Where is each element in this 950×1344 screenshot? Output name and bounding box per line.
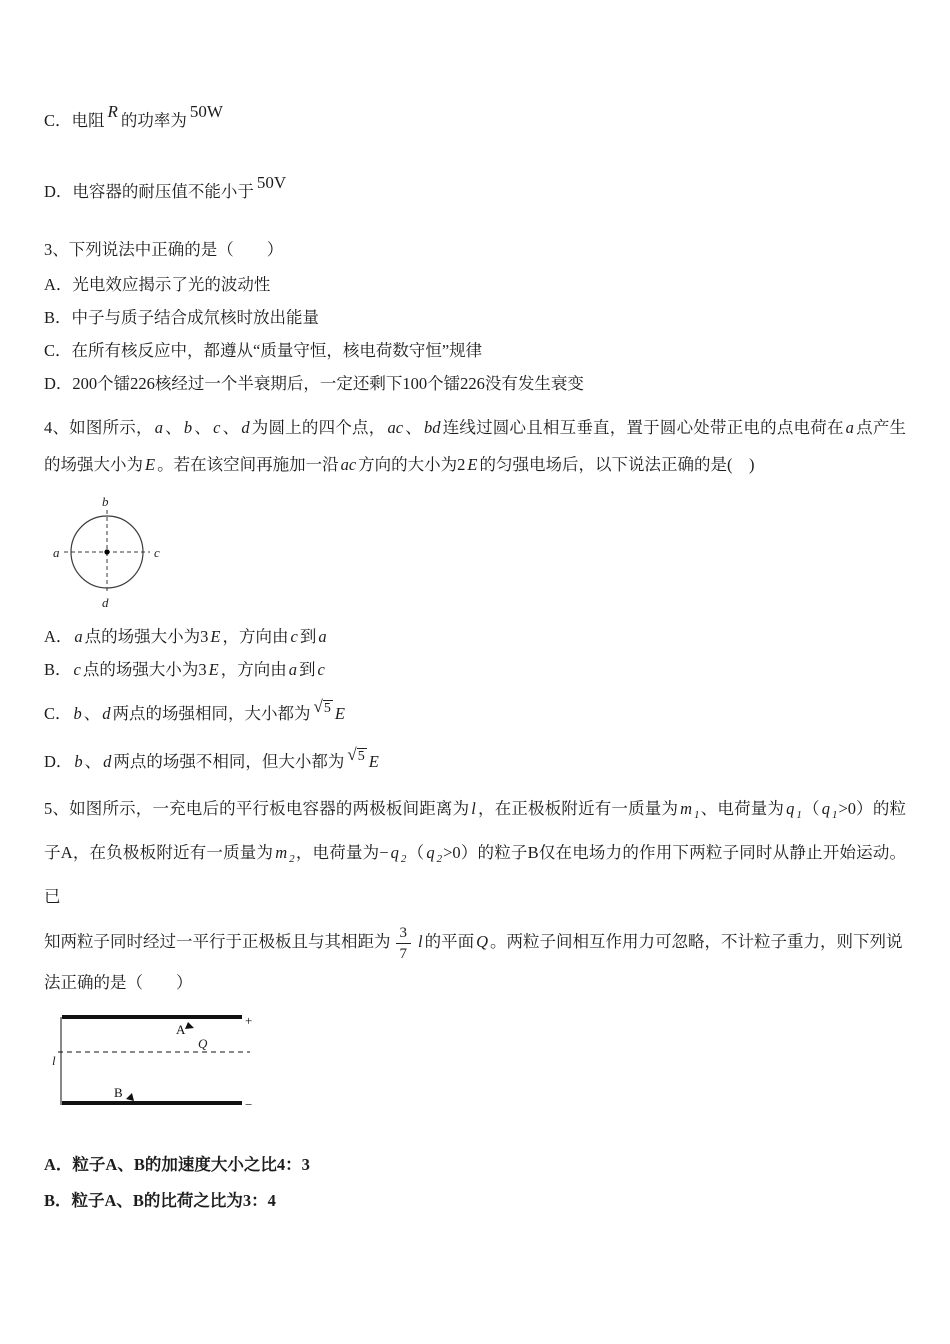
question-3-stem (44, 238, 906, 262)
text-segment: c (213, 418, 221, 437)
text-segment: d (241, 418, 250, 437)
label-point-c: c (154, 545, 160, 560)
label-point-d: d (102, 595, 109, 609)
question-4-option-c (44, 695, 906, 726)
text-segment: A． (44, 627, 73, 646)
text-segment: 、 (405, 418, 422, 437)
text-segment: ，电荷量为− (295, 843, 389, 862)
text-segment: Q (476, 932, 489, 951)
square-root: √5 (313, 697, 331, 716)
question-5-stem-part3 (44, 971, 906, 995)
text-segment: b (73, 704, 82, 723)
text-segment: 点的场强大小为3 (84, 627, 209, 646)
text-segment: D． (44, 752, 73, 771)
particle-a-marker (185, 1022, 194, 1029)
text-segment: 点的场强大小为3 (82, 660, 207, 679)
text-segment: B．粒子A、B的比荷之比为3：4 (44, 1190, 276, 1210)
positive-sign: + (245, 1012, 253, 1028)
text-segment: a (154, 418, 163, 437)
text-segment: 50V (256, 173, 287, 192)
fraction: $\frac{3}{7}$ (396, 924, 412, 963)
question-4-stem (44, 409, 906, 483)
text-segment: （ (802, 799, 820, 818)
text-segment: m (275, 843, 288, 862)
text-segment: c (73, 660, 81, 679)
question-3-option-c (44, 339, 906, 363)
text-segment: d (103, 752, 112, 771)
text-segment: C．电阻 (44, 111, 105, 130)
text-segment: >0）的粒子B仅在电场力的作用下两粒子同时从静止开始运动。已 (44, 843, 907, 906)
label-point-a: a (53, 545, 60, 560)
square-root: √5 (347, 745, 365, 764)
text-segment: q (821, 799, 830, 818)
text-segment: 5、如图所示，一充电后的平行板电容器的两极板间距离为 (44, 799, 470, 818)
text-segment: ，方向由 (222, 627, 289, 646)
particle-b-marker (126, 1093, 134, 1101)
text-segment: 知两粒子同时经过一平行于正极板且与其相距为 (44, 932, 391, 951)
label-gap-l: l (52, 1052, 56, 1068)
text-segment: 。若在该空间再施加一沿 (157, 455, 339, 474)
text-segment: l (418, 932, 423, 951)
text-segment: a (318, 627, 327, 646)
text-segment: C．在所有核反应中，都遵从“质量守恒，核电荷数守恒”规律 (44, 341, 483, 360)
circle-field-diagram (50, 495, 165, 609)
question-5-option-a (44, 1153, 906, 1177)
text-segment: d (102, 704, 111, 723)
text-segment: 到 (299, 627, 317, 646)
text-segment: 、 (84, 752, 102, 771)
text-segment: 3、下列说法中正确的是（ ） (44, 240, 284, 259)
capacitor-diagram (52, 1005, 257, 1123)
text-segment: 的平面 (424, 932, 475, 951)
negative-plate (62, 1101, 242, 1105)
negative-sign: − (245, 1096, 253, 1112)
text-segment: 50W (189, 102, 223, 121)
text-segment: q (426, 843, 435, 862)
text-segment: 为圆上的四个点， (251, 418, 386, 437)
question-5-option-b (44, 1189, 906, 1213)
text-segment: a (845, 418, 854, 437)
text-segment: m (680, 799, 693, 818)
text-segment: 到 (298, 660, 316, 679)
option-2d-capacitor-rating (44, 171, 906, 204)
text-segment: B．中子与质子结合成氘核时放出能量 (44, 308, 320, 327)
text-segment: （ (407, 843, 425, 862)
text-segment: A．粒子A、B的加速度大小之比4：3 (44, 1154, 310, 1174)
question-4-option-a (44, 625, 906, 649)
text-segment: q (786, 799, 795, 818)
text-segment: A．光电效应揭示了光的波动性 (44, 275, 271, 294)
text-segment: 1 (831, 809, 838, 821)
text-segment: ac (340, 455, 357, 474)
text-segment: E (210, 627, 221, 646)
text-segment: a (288, 660, 297, 679)
text-segment: 、 (222, 418, 240, 437)
positive-plate (62, 1015, 242, 1019)
text-segment: c (317, 660, 325, 679)
label-particle-a: A (176, 1021, 186, 1037)
text-segment: 1 (694, 809, 700, 821)
text-segment: c (290, 627, 298, 646)
text-segment: 1 (796, 809, 802, 821)
text-segment: E (145, 455, 156, 474)
text-segment: 、 (194, 418, 212, 437)
option-2c-resistor-power (44, 100, 906, 133)
question-5-stem-part2 (44, 923, 906, 963)
text-segment: 、电荷量为 (700, 799, 785, 818)
text-segment: 法正确的是（ ） (44, 972, 193, 992)
text-segment: ac (387, 418, 404, 437)
question-3-option-b (44, 306, 906, 330)
text-segment: l (471, 799, 476, 818)
text-segment: D．200个镭226核经过一个半衰期后，一定还剩下100个镭226没有发生衰变 (44, 374, 584, 393)
text-segment: bd (423, 418, 441, 437)
text-segment: E (334, 704, 345, 723)
text-segment: B． (44, 660, 72, 679)
text-segment: 、 (83, 704, 101, 723)
text-segment: 。两粒子间相互作用力可忽略，不计粒子重力，则下列说 (490, 932, 903, 951)
text-segment: E (368, 752, 379, 771)
text-segment: D．电容器的耐压值不能小于 (44, 182, 254, 201)
text-segment: a (74, 627, 83, 646)
text-segment: q (390, 843, 399, 862)
text-segment: ，方向由 (220, 660, 287, 679)
text-segment: R (107, 102, 118, 121)
label-plane-q: Q (198, 1035, 208, 1051)
text-segment: 的匀强电场后，以下说法正确的是( ) (479, 455, 755, 474)
text-segment: 2 (400, 853, 407, 865)
text-segment: C． (44, 704, 72, 723)
text-segment: 点产生的场强大小为 (44, 418, 907, 474)
text-segment: 4、如图所示， (44, 418, 153, 437)
text-segment: b (74, 752, 83, 771)
text-segment: E (467, 455, 478, 474)
center-point-charge (104, 549, 109, 554)
text-segment: 的功率为 (120, 111, 187, 130)
text-segment: ，在正极板附近有一质量为 (477, 799, 679, 818)
text-segment: 连线过圆心且相互垂直，置于圆心处带正电的点电荷在 (442, 418, 844, 437)
text-segment: 方向的大小为2 (358, 455, 466, 474)
text-segment: b (183, 418, 193, 437)
question-3-option-d (44, 372, 906, 396)
text-segment: 2 (436, 853, 443, 865)
label-point-b: b (102, 495, 109, 509)
text-segment: E (208, 660, 219, 679)
question-5-stem-part1 (44, 790, 906, 915)
text-segment: >0）的粒子A，在负极板附近有一质量为 (44, 799, 907, 862)
text-segment: 两点的场强相同，大小都为 (112, 704, 311, 723)
text-segment: 2 (289, 853, 295, 865)
question-4-option-d (44, 743, 906, 774)
text-segment: 两点的场强不相同，但大小都为 (113, 752, 345, 771)
question-4-option-b (44, 658, 906, 682)
question-3-option-a (44, 273, 906, 297)
text-segment: 、 (164, 418, 182, 437)
label-particle-b: B (114, 1084, 123, 1100)
